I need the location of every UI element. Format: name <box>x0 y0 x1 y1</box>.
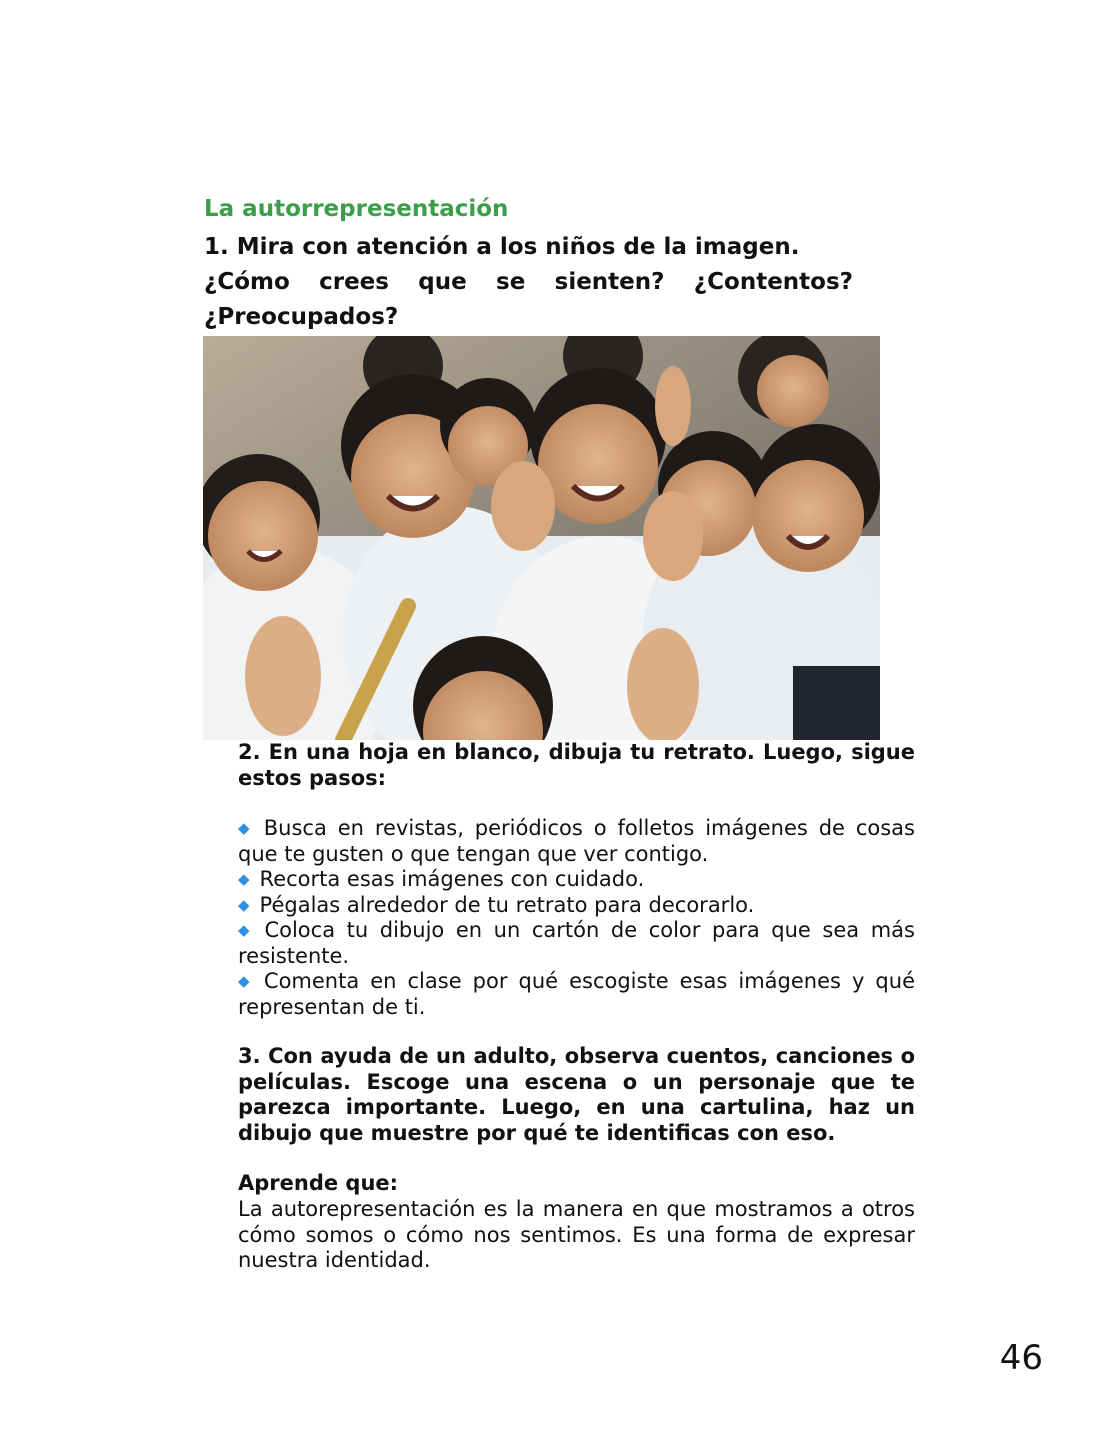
diamond-bullet-icon: ◆ <box>238 921 255 939</box>
list-item: ◆ Coloca tu dibujo en un cartón de color para que sea más resistente. <box>238 918 915 968</box>
list-item: ◆ Pégalas alrededor de tu retrato para decorarlo. <box>238 892 755 917</box>
diamond-bullet-icon: ◆ <box>238 870 250 888</box>
activity-3-prompt: 3. Con ayuda de un adulto, observa cuentos, canciones o películas. Escoge una escena o un personaje que te parezca importante. Luego, en una cartulina, haz un dibujo que muestre por qué te identificas con eso. <box>238 1044 915 1145</box>
question-1-line-3: ¿Preocupados? <box>204 304 399 330</box>
diamond-bullet-icon: ◆ <box>238 972 254 990</box>
activity-2-steps <box>238 816 915 1020</box>
list-item: ◆ Busca en revistas, periódicos o folletos imágenes de cosas que te gusten o que tengan que ver contigo. <box>238 816 915 866</box>
activity-2-prompt: 2. En una hoja en blanco, dibuja tu retrato. Luego, sigue estos pasos: <box>238 740 915 790</box>
children-photo <box>203 336 880 740</box>
page-number: 46 <box>999 1338 1043 1378</box>
question-1-line-1: 1. Mira con atención a los niños de la imagen. <box>204 234 800 260</box>
diamond-bullet-icon: ◆ <box>238 819 254 837</box>
list-item: ◆ Recorta esas imágenes con cuidado. <box>238 867 645 891</box>
learn-text: La autorepresentación es la manera en que mostramos a otros cómo somos o cómo nos sentimos. Es una forma de expresar nuestra identidad. <box>238 1197 915 1272</box>
learn-title: Aprende que: <box>238 1171 399 1195</box>
question-1 <box>204 230 853 335</box>
section-heading: La autorrepresentación <box>204 196 509 222</box>
diamond-bullet-icon: ◆ <box>238 895 250 914</box>
question-1-line-2: ¿Cómo crees que se sienten? ¿Contentos? <box>204 269 853 295</box>
list-item: ◆ Comenta en clase por qué escogiste esas imágenes y qué representan de ti. <box>238 969 915 1019</box>
